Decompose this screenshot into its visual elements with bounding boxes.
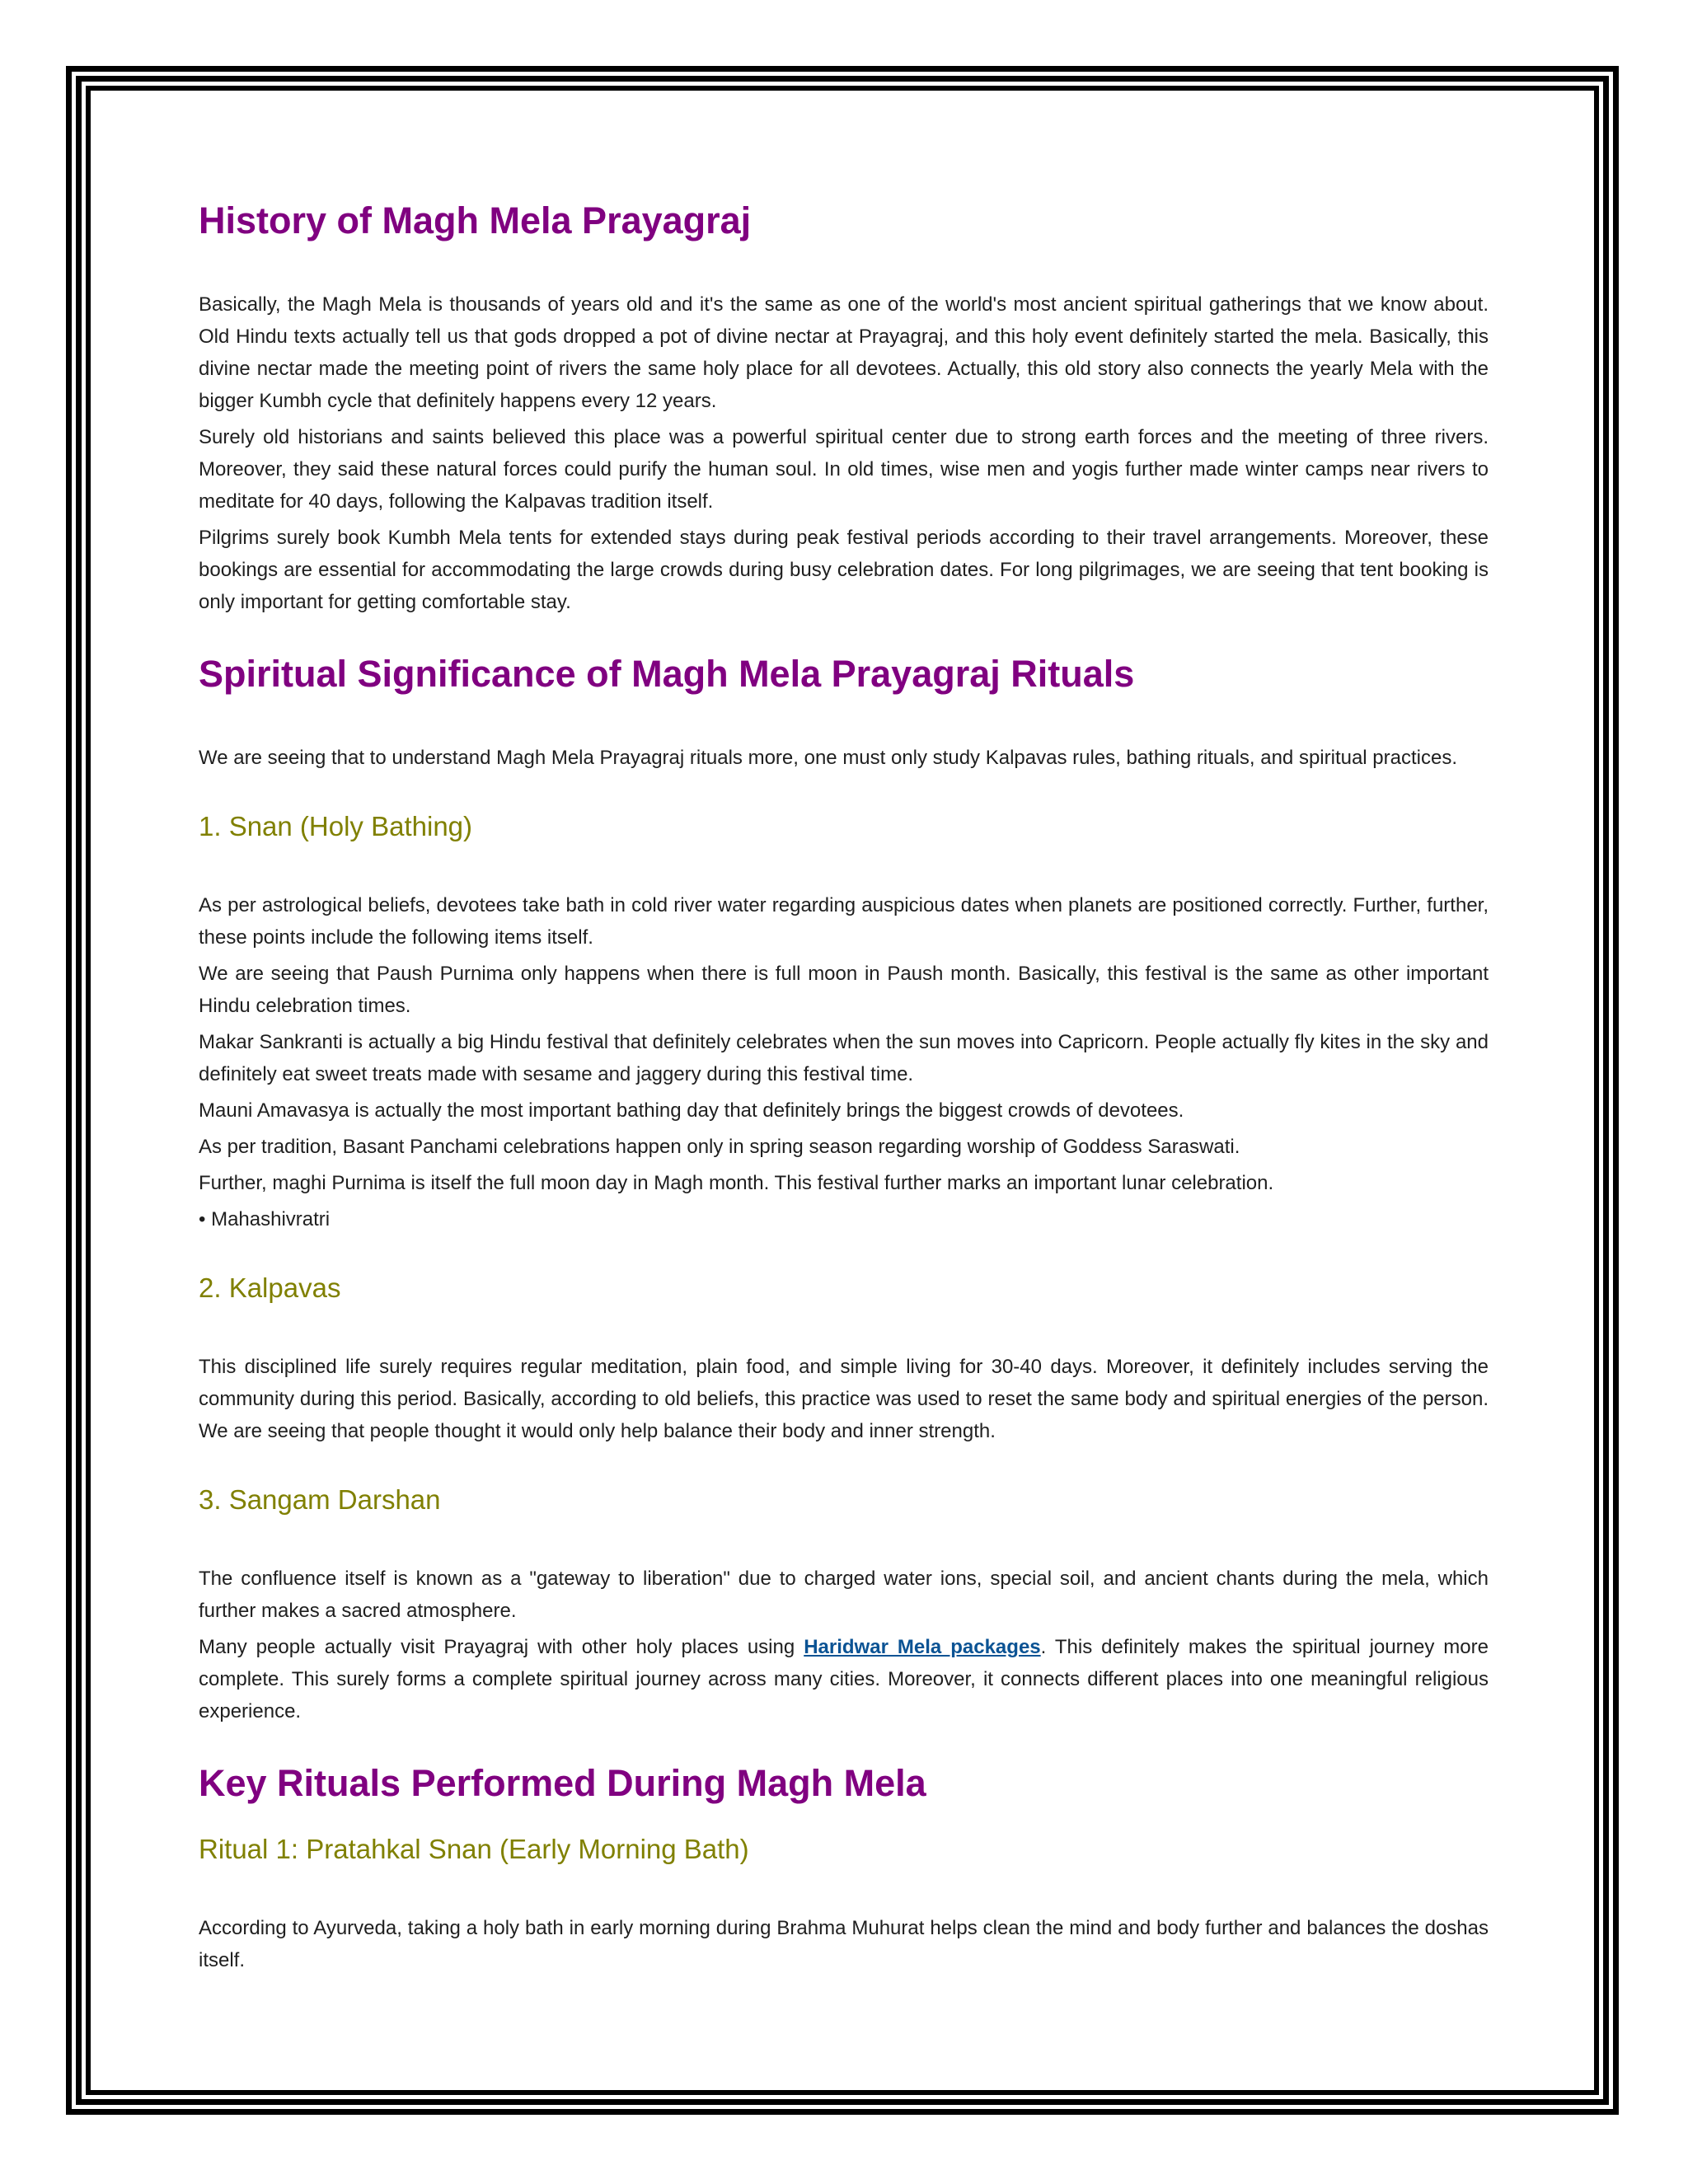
kalpavas-body [199, 1351, 1489, 1447]
paragraph: This disciplined life surely requires regular meditation, plain food, and simple living for 30-40 days. Moreover, it definitely includes serving the community during this period. Basically, according to old beliefs, this practice was used to reset the same body and spiritual energies of the person. We are seeing that people thought it would only help balance their body and inner strength. [199, 1356, 1489, 1442]
paragraph-with-link [199, 1631, 1489, 1727]
paragraph: As per tradition, Basant Panchami celebrations happen only in spring season regarding worship of Goddess Saraswati. [199, 1136, 1240, 1158]
subheading-sangam-darshan: 3. Sangam Darshan [199, 1484, 441, 1515]
paragraph: According to Ayurveda, taking a holy bath in early morning during Brahma Muhurat helps clean the mind and body further and balances the doshas itself. [199, 1917, 1489, 1971]
list-item: • Mahashivratri [199, 1208, 331, 1230]
paragraph: We are seeing that to understand Magh Mela Prayagraj rituals more, one must only study Kalpavas rules, bathing rituals, and spiritual practices. [199, 747, 1458, 769]
paragraph: The confluence itself is known as a "gateway to liberation" due to charged water ions, special soil, and ancient chants during the mela, which further makes a sacred atmosphere. [199, 1568, 1489, 1622]
section-heading-history: History of Magh Mela Prayagraj [199, 199, 752, 241]
snan-body [199, 889, 1489, 1235]
paragraph: Further, maghi Purnima is itself the full moon day in Magh month. This festival further marks an important lunar celebration. [199, 1172, 1274, 1194]
history-body [199, 288, 1489, 618]
paragraph: Surely old historians and saints believed this place was a powerful spiritual center due to strong earth forces and the meeting of three rivers. Moreover, they said these natural forces could purify the human soul. In old times, wise men and yogis further made winter camps near rivers to meditate for 40 days, following the Kalpavas tradition itself. [199, 426, 1489, 513]
subheading-kalpavas: 2. Kalpavas [199, 1272, 341, 1303]
paragraph: Pilgrims surely book Kumbh Mela tents for extended stays during peak festival periods according to their travel arrangements. Moreover, these bookings are essential for accommodating the large crowds during busy celebration dates. For long pilgrimages, we are seeing that tent booking is only important for getting comfortable stay. [199, 527, 1489, 613]
pratahkal-body [199, 1912, 1489, 1976]
link-paragraph-after: . This definitely makes the spiritual journey more complete. This surely forms a complete spiritual journey across many cities. Moreover, it connects different places into one meaningful religious experience. [199, 1636, 1489, 1722]
section-heading-spiritual-significance: Spiritual Significance of Magh Mela Prayagraj Rituals [199, 653, 1135, 695]
document-content [199, 198, 1489, 1976]
section-heading-key-rituals: Key Rituals Performed During Magh Mela [199, 1762, 926, 1804]
paragraph: Basically, the Magh Mela is thousands of years old and it's the same as one of the world's most ancient spiritual gatherings that we know about. Old Hindu texts actually tell us that gods dropped a pot of divine nectar at Prayagraj, and this holy event definitely started the mela. Basically, this divine nectar made the meeting point of rivers the same holy place for all devotees. Actually, this old story also connects the yearly Mela with the bigger Kumbh cycle that definitely happens every 12 years. [199, 293, 1489, 412]
link-paragraph-before: Many people actually visit Prayagraj with other holy places using [199, 1636, 804, 1658]
paragraph: Mauni Amavasya is actually the most important bathing day that definitely brings the biggest crowds of devotees. [199, 1099, 1184, 1122]
sangam-body [199, 1563, 1489, 1727]
subheading-snan: 1. Snan (Holy Bathing) [199, 811, 473, 841]
paragraph: We are seeing that Paush Purnima only happens when there is full moon in Paush month. Basically, this festival is the same as other important Hindu celebration times. [199, 963, 1489, 1017]
paragraph: Makar Sankranti is actually a big Hindu festival that definitely celebrates when the sun moves into Capricorn. People actually fly kites in the sky and definitely eat sweet treats made with sesame and jaggery during this festival time. [199, 1031, 1489, 1085]
spiritual-intro [199, 742, 1489, 774]
paragraph: As per astrological beliefs, devotees take bath in cold river water regarding auspicious dates when planets are positioned correctly. Further, further, these points include the following items itself. [199, 894, 1489, 949]
haridwar-mela-packages-link[interactable]: Haridwar Mela packages [804, 1636, 1041, 1658]
subheading-pratahkal-snan: Ritual 1: Pratahkal Snan (Early Morning Bath) [199, 1834, 749, 1864]
